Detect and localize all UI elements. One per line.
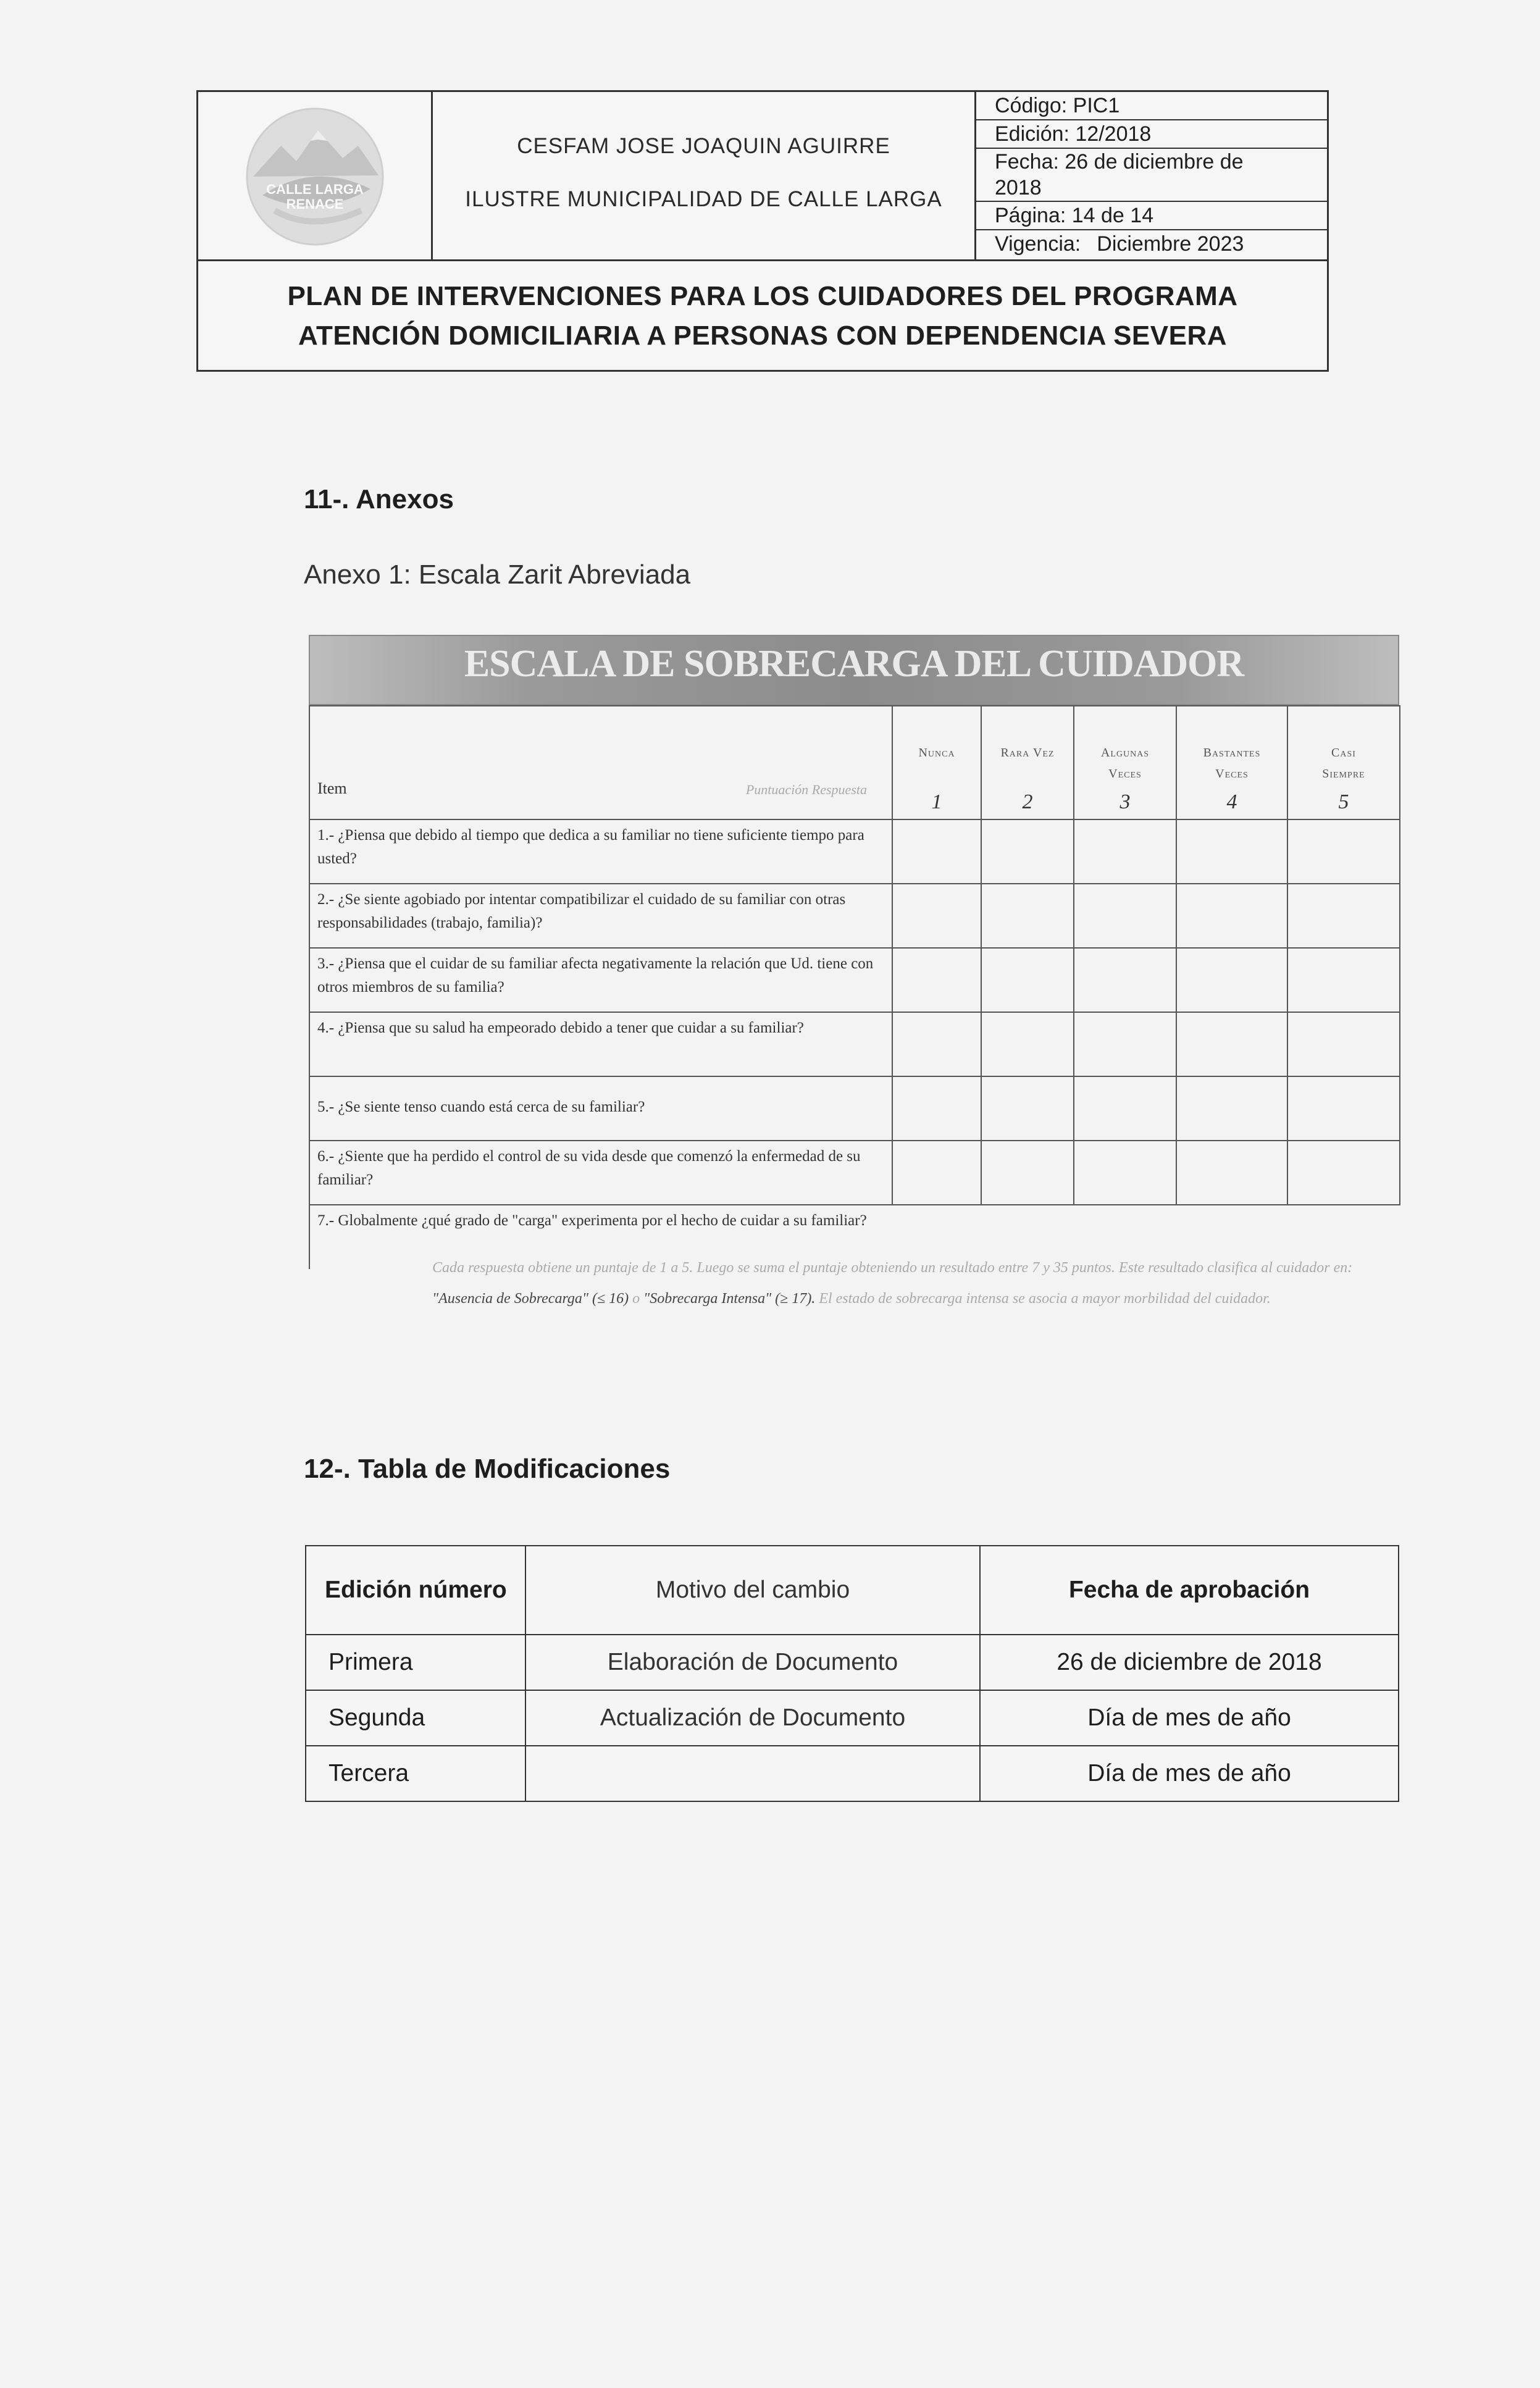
answer-cell <box>1074 819 1176 884</box>
zarit-item-label: Item <box>317 779 347 797</box>
org-name-municipality: ILUSTRE MUNICIPALIDAD DE CALLE LARGA <box>465 187 942 211</box>
vigencia-value: Diciembre 2023 <box>1097 232 1244 256</box>
edicion-cell: Segunda <box>306 1690 525 1746</box>
edicion-cell: Tercera <box>306 1746 525 1801</box>
answer-cell <box>1074 1012 1176 1076</box>
option-label: Rara Vez <box>1000 746 1055 760</box>
org-name-cesfam: CESFAM JOSE JOAQUIN AGUIRRE <box>517 134 890 158</box>
zarit-puntuacion-label: Puntuación Respuesta <box>745 782 867 797</box>
svg-text:RENACE: RENACE <box>286 196 343 212</box>
option-label: Casi <box>1331 746 1356 760</box>
answer-cell <box>892 1012 981 1076</box>
answer-cell <box>1074 1076 1176 1141</box>
zarit-banner <box>309 635 1399 705</box>
zarit-banner-title: ESCALA DE SOBRECARGA DEL CUIDADOR <box>464 643 1244 685</box>
option-label-2 <box>982 763 1073 784</box>
answer-cell <box>1176 948 1287 1012</box>
answer-cell <box>1176 1076 1287 1141</box>
fecha-line2: 2018 <box>995 176 1042 199</box>
option-label: Bastantes <box>1203 746 1261 760</box>
answer-cell <box>1074 1141 1176 1205</box>
option-label-2: Veces <box>1108 767 1142 781</box>
answer-cell <box>1287 1076 1400 1141</box>
fecha-cell: Día de mes de año <box>980 1690 1399 1746</box>
answer-cell <box>981 1076 1074 1141</box>
answer-cell <box>1176 819 1287 884</box>
zarit-question-row <box>309 884 1400 948</box>
fecha-field <box>976 149 1329 202</box>
zarit-option-rara-vez <box>981 706 1074 819</box>
footnote-scoring-text: Cada respuesta obtiene un puntaje de 1 a 5. Luego se suma el puntaje obteniendo un resultado entre 7 y 35 puntos. Este resultado clasifica al cuidador en: <box>432 1260 1353 1276</box>
motivo-cell: Actualización de Documento <box>525 1690 980 1746</box>
option-label-2 <box>893 763 981 784</box>
organization-cell <box>433 92 976 261</box>
option-label-2: Veces <box>1215 767 1249 781</box>
zarit-option-algunas-veces <box>1074 706 1176 819</box>
answer-cell <box>1176 1012 1287 1076</box>
footnote-intensa: "Sobrecarga Intensa" (≥ 17). <box>643 1291 816 1307</box>
answer-cell <box>981 948 1074 1012</box>
option-score: 4 <box>1226 790 1237 813</box>
vigencia-field <box>976 230 1329 258</box>
option-score: 2 <box>1022 790 1033 813</box>
section-11-heading: 11-. Anexos <box>304 484 454 514</box>
edicion-field: Edición: 12/2018 <box>976 120 1329 149</box>
answer-cell <box>981 1012 1074 1076</box>
option-label-2: Siempre <box>1322 767 1365 781</box>
answer-cell <box>1287 1012 1400 1076</box>
answer-cell <box>1287 1141 1400 1205</box>
zarit-header-row <box>309 706 1400 819</box>
footnote-morbidity-text: El estado de sobrecarga intensa se asocia a mayor morbilidad del cuidador. <box>819 1291 1271 1307</box>
zarit-option-nunca <box>892 706 981 819</box>
pagina-field: Página: 14 de 14 <box>976 202 1329 230</box>
option-score: 1 <box>931 790 942 813</box>
answer-cell <box>892 819 981 884</box>
modifications-row <box>306 1690 1399 1746</box>
answer-cell <box>892 948 981 1012</box>
answer-cell <box>892 1076 981 1141</box>
modifications-table <box>305 1545 1399 1802</box>
zarit-question-row <box>309 1141 1400 1205</box>
header-top-row <box>198 92 1327 261</box>
plan-title-line1: PLAN DE INTERVENCIONES PARA LOS CUIDADORES DEL PROGRAMA <box>287 281 1238 311</box>
motivo-cell: Elaboración de Documento <box>525 1635 980 1690</box>
zarit-question-row <box>309 1012 1400 1076</box>
municipality-logo-icon <box>238 103 392 251</box>
answer-cell <box>1176 884 1287 948</box>
zarit-question-row <box>309 819 1400 884</box>
zarit-scale-figure <box>309 635 1399 1307</box>
section-12-heading: 12-. Tabla de Modificaciones <box>304 1454 671 1484</box>
codigo-field: Código: PIC1 <box>976 92 1329 120</box>
vigencia-label: Vigencia: <box>995 232 1081 256</box>
col-fecha-aprobacion: Fecha de aprobación <box>980 1546 1399 1635</box>
modifications-header-row <box>306 1546 1399 1635</box>
footnote-or: o <box>632 1291 640 1307</box>
zarit-question-5: 5.- ¿Se siente tenso cuando está cerca de su familiar? <box>309 1076 892 1141</box>
edicion-cell: Primera <box>306 1635 525 1690</box>
motivo-cell <box>525 1746 980 1801</box>
zarit-question-7: 7.- Globalmente ¿qué grado de "carga" experimenta por el hecho de cuidar a su familiar? <box>309 1205 892 1269</box>
document-header <box>196 90 1329 372</box>
zarit-question-6: 6.- ¿Siente que ha perdido el control de su vida desde que comenzó la enfermedad de su familiar? <box>309 1141 892 1205</box>
document-metadata <box>976 92 1329 261</box>
zarit-item-header <box>309 706 892 819</box>
logo-cell <box>198 92 433 261</box>
answer-cell <box>1287 884 1400 948</box>
answer-cell <box>1287 948 1400 1012</box>
option-score: 5 <box>1338 790 1349 813</box>
plan-title-line2: ATENCIÓN DOMICILIARIA A PERSONAS CON DEPENDENCIA SEVERA <box>298 320 1228 351</box>
answer-cell <box>981 1141 1074 1205</box>
zarit-question-4: 4.- ¿Piensa que su salud ha empeorado debido a tener que cuidar a su familiar? <box>309 1012 892 1076</box>
answer-cell <box>892 884 981 948</box>
zarit-footnote <box>432 1252 1408 1314</box>
modifications-row <box>306 1746 1399 1801</box>
zarit-table <box>309 705 1400 1269</box>
svg-text:CALLE LARGA: CALLE LARGA <box>266 182 364 197</box>
answer-cell <box>1287 819 1400 884</box>
annex-1-title: Anexo 1: Escala Zarit Abreviada <box>304 559 691 590</box>
col-edicion-numero: Edición número <box>306 1546 525 1635</box>
option-score: 3 <box>1119 790 1131 813</box>
answer-cell <box>981 884 1074 948</box>
plan-title <box>198 263 1327 372</box>
answer-cell <box>892 1141 981 1205</box>
zarit-option-bastantes-veces <box>1176 706 1287 819</box>
fecha-line1: Fecha: 26 de diciembre de <box>995 150 1244 174</box>
answer-cell <box>1176 1141 1287 1205</box>
option-label: Nunca <box>918 746 955 760</box>
col-motivo-cambio: Motivo del cambio <box>525 1546 980 1635</box>
fecha-cell: 26 de diciembre de 2018 <box>980 1635 1399 1690</box>
zarit-question-row <box>309 948 1400 1012</box>
answer-cell <box>1074 948 1176 1012</box>
zarit-question-3: 3.- ¿Piensa que el cuidar de su familiar afecta negativamente la relación que Ud. tiene con otros miembros de su familia? <box>309 948 892 1012</box>
zarit-option-casi-siempre <box>1287 706 1400 819</box>
footnote-ausencia: "Ausencia de Sobrecarga" (≤ 16) <box>432 1291 629 1307</box>
zarit-question-1: 1.- ¿Piensa que debido al tiempo que dedica a su familiar no tiene suficiente tiempo para usted? <box>309 819 892 884</box>
option-label: Algunas <box>1100 746 1150 760</box>
answer-cell <box>981 819 1074 884</box>
answer-cell <box>1074 884 1176 948</box>
zarit-question-row <box>309 1076 1400 1141</box>
zarit-question-2: 2.- ¿Se siente agobiado por intentar compatibilizar el cuidado de su familiar con otras responsabilidades (trabajo, familia)? <box>309 884 892 948</box>
fecha-cell: Día de mes de año <box>980 1746 1399 1801</box>
modifications-row <box>306 1635 1399 1690</box>
